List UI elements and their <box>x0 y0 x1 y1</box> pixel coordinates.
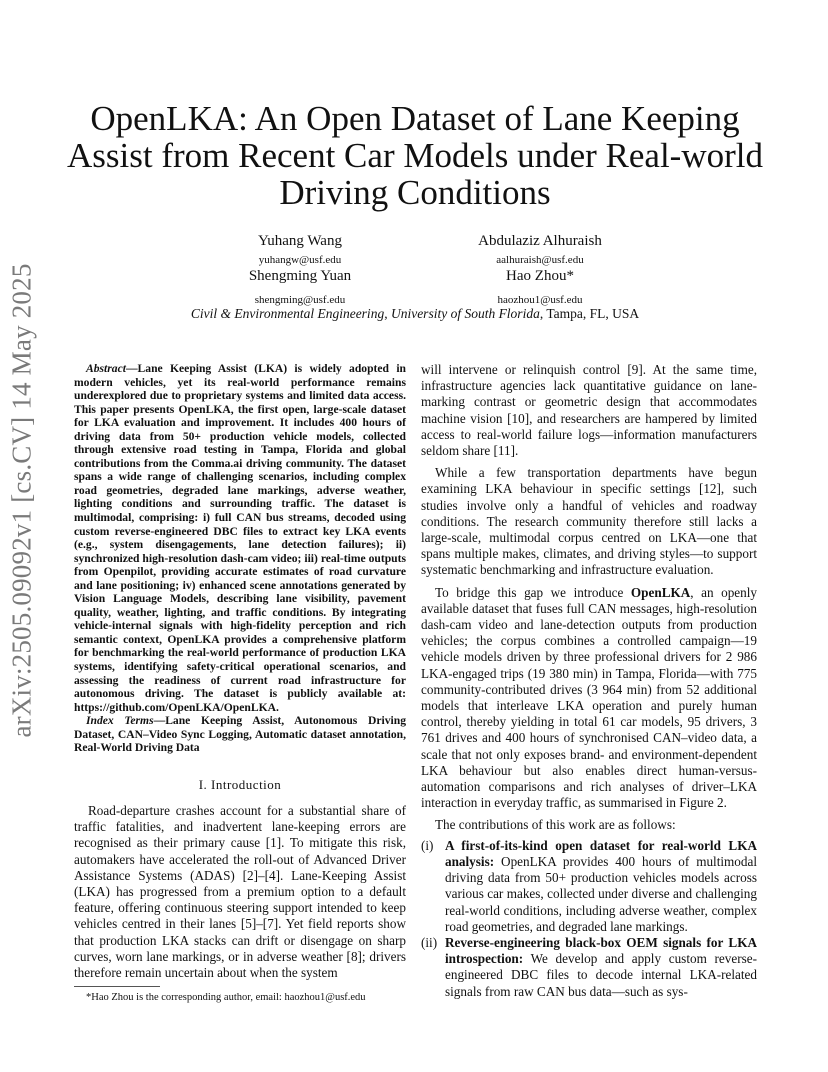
author-4 <box>420 267 660 307</box>
index-terms-text: —Lane Keeping Assist, Autonomous Driving Dataset, CAN–Video Sync Logging, Automatic dataset annotation, Real-World Driving Data <box>74 714 406 755</box>
abstract <box>74 362 406 714</box>
author-2 <box>420 232 660 267</box>
section-heading: I. Introduction <box>198 776 282 792</box>
author-3 <box>180 267 420 307</box>
list-item-text: We develop and apply custom reverse-engineered DBC files to decode internal LKA-related signals from raw CAN bus data—such as sys- <box>445 951 757 999</box>
footnote: *Hao Zhou is the corresponding author, email: haozhou1@usf.edu <box>86 992 366 1003</box>
author-name: Yuhang Wang <box>258 233 342 249</box>
author-name: Abdulaziz Alhuraish <box>478 233 602 249</box>
paper-title: OpenLKA: An Open Dataset of Lane Keeping Assist from Recent Car Models under Real-world Driving Conditions <box>67 99 763 212</box>
index-terms <box>74 714 406 755</box>
affiliation-place: , Tampa, FL, USA <box>539 306 640 321</box>
affiliation-univ: University of South Florida <box>390 306 540 321</box>
index-terms-lead: Index Terms <box>86 714 154 728</box>
author-1 <box>180 232 420 267</box>
author-email[interactable]: haozhou1@usf.edu <box>497 294 583 306</box>
list-item-title: A first-of-its-kind open dataset for real-world LKA analysis: <box>445 837 757 869</box>
abstract-lead: Abstract <box>86 362 126 375</box>
list-item-text: OpenLKA provides 400 hours of multimodal driving data from 50+ production vehicles models across various car makes, collected under diverse and challenging real-world conditions, including adverse weather, complex road geometries, and degraded lane markings. <box>445 853 757 934</box>
right-column <box>421 362 757 1000</box>
author-name: Hao Zhou* <box>506 268 574 284</box>
list-marker: (ii) <box>421 934 438 950</box>
abstract-text: —Lane Keeping Assist (LKA) is widely adopted in modern vehicles, yet its real-world performance remains underexplored due to proprietary systems and limited data access. This paper presents OpenLKA, the first open, large-scale dataset for LKA evaluation and improvement. It includes 400 hours of driving data from 50+ production vehicle models, collected through extensive road testing in Tampa, Florida and global contributions from the Comma.ai driving community. The dataset spans a wide range of challenging scenarios, including complex road geometries, degraded lane markings, adverse weather, lighting conditions and surrounding traffic. The dataset is multimodal, comprising: i) full CAN bus streams, decoded using custom reverse-engineered DBC files to extract key LKA events (e.g., system disengagements, lane detection failures); ii) synchronized high-resolution dash-cam video; iii) real-time outputs from Openpilot, providing accurate estimates of road curvature and lane positioning; iv) enhanced scene annotations generated by Vision Language Models, describing lane visibility, pavement quality, weather, lighting, and traffic conditions. By integrating vehicle-internal signals with high-fidelity perception and rich semantic context, OpenLKA provides a comprehensive platform for benchmarking the real-world performance of production LKA systems, identifying safety-critical operational scenarios, and assessing the readiness of current road infrastructure for autonomous driving. The dataset is publicly available at: https://github.com/OpenLKA/OpenLKA. <box>74 362 406 714</box>
author-name: Shengming Yuan <box>248 268 352 284</box>
text-run: To bridge this gap we introduce <box>435 584 631 600</box>
body-paragraph: While a few transportation departments have begun examining LKA behaviour in specific settings [12], such studies involve only a handful of vehicles and roadway conditions. The research community therefore still lacks a large-scale, multimodal corpus centred on LKA—one that spans multiple makes, climates, and driving styles—to support systematic benchmarking and infrastructure evaluation. <box>421 465 757 578</box>
footnote-divider <box>74 986 160 987</box>
author-email[interactable]: yuhangw@usf.edu <box>258 254 342 266</box>
body-paragraph: will intervene or relinquish control [9]. At the same time, infrastructure agencies lack quantitative guidance on lane-marking contrast or geometric design that accommodates machine vision [10], and researchers are hampered by limited access to real-world failure logs—information manufacturers seldom share [11]. <box>421 362 757 459</box>
intro-paragraph: Road-departure crashes account for a substantial share of traffic fatalities, and inadvertent lane-keeping errors are recognised as their primary cause [1]. To mitigate this risk, automakers have accelerated the roll-out of Advanced Driver Assistance Systems (ADAS) [2]–[4]. Lane-Keeping Assist (LKA) has progressed from a premium option to a default feature, offering continuous steering support intended to keep vehicles centred in their lanes [5]–[7]. Yet field reports show that production LKA stacks can drift or disengage on sharp curves, worn lane markings, or in adverse weather [8]; drivers therefore remain uncertain about when the system <box>74 803 406 981</box>
list-marker: (i) <box>421 837 434 853</box>
body-paragraph: The contributions of this work are as follows: <box>435 817 676 833</box>
author-email[interactable]: aalhuraish@usf.edu <box>496 254 584 266</box>
arxiv-stamp: arXiv:2505.09092v1 [cs.CV] 14 May 2025 <box>6 262 37 738</box>
list-item <box>421 935 757 1000</box>
contribution-list <box>421 838 757 1000</box>
author-email[interactable]: shengming@usf.edu <box>254 294 346 306</box>
left-column <box>74 362 406 981</box>
text-run: , an openly available dataset that fuses full CAN messages, high-resolution dash-cam video and lane-detection outputs from production vehicles; the corpus combines a controlled campaign—19 vehicle models driven by three professional drivers for 2 986 LKA-engaged trips (19 380 min) in Tampa, Florida—with 775 community-contributed drives (3 964 min) from 52 additional models that interleave LKA operation and purely human control, thereby yielding in total 61 car models, 95 drivers, 3 761 drives and 400 hours of synchronised CAN–video data, a scale that not only exposes brand- and environment-dependent LKA behaviour but also enables direct human-versus-automation comparisons and rich analyses of driver–LKA interaction in everyday traffic, as summarised in Figure 2. <box>421 584 757 811</box>
list-item-title: Reverse-engineering black-box OEM signals for LKA introspection: <box>445 934 757 967</box>
affiliation-dept: Civil & Environmental Engineering <box>190 306 385 321</box>
dataset-name: OpenLKA <box>630 584 691 600</box>
body-paragraph <box>421 585 757 812</box>
list-item <box>421 838 757 935</box>
affiliation: Civil & Environmental Engineering, University of South Florida, Tampa, FL, USA <box>190 306 640 321</box>
